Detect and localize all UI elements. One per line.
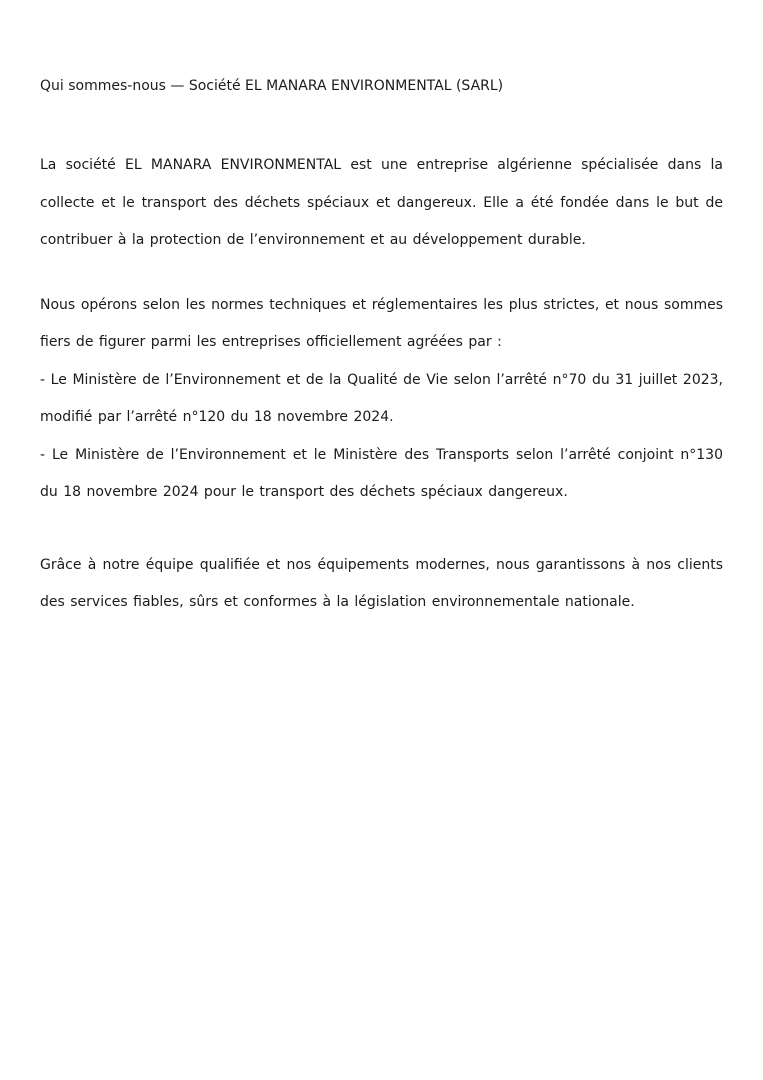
paragraph-intro: La société EL MANARA ENVIRONMENTAL est une entreprise algérienne spécialisée dans la collecte et le transport des déchets spéciaux et dangereux. Elle a été fondée dans le but de contribuer à la protection de l’environnement et au développement durable. [40,157,723,248]
list-item-accreditation-environment: - Le Ministère de l’Environnement et de la Qualité de Vie selon l’arrêté n°70 du 31 juillet 2023, modifié par l’arrêté n°120 du 18 novembre 2024. [40,371,723,425]
list-item-accreditation-transport: - Le Ministère de l’Environnement et le Ministère des Transports selon l’arrêté conjoint n°130 du 18 novembre 2024 pour le transport des déchets spéciaux dangereux. [40,446,723,500]
paragraph-closing: Grâce à notre équipe qualifiée et nos équipements modernes, nous garantissons à nos clients des services fiables, sûrs et conformes à la législation environnementale nationale. [40,556,723,610]
page-title: Qui sommes-nous — Société EL MANARA ENVIRONMENTAL (SARL) [40,78,504,94]
paragraph-standards: Nous opérons selon les normes techniques et réglementaires les plus strictes, et nous sommes fiers de figurer parmi les entreprises officiellement agréées par : [40,296,723,350]
